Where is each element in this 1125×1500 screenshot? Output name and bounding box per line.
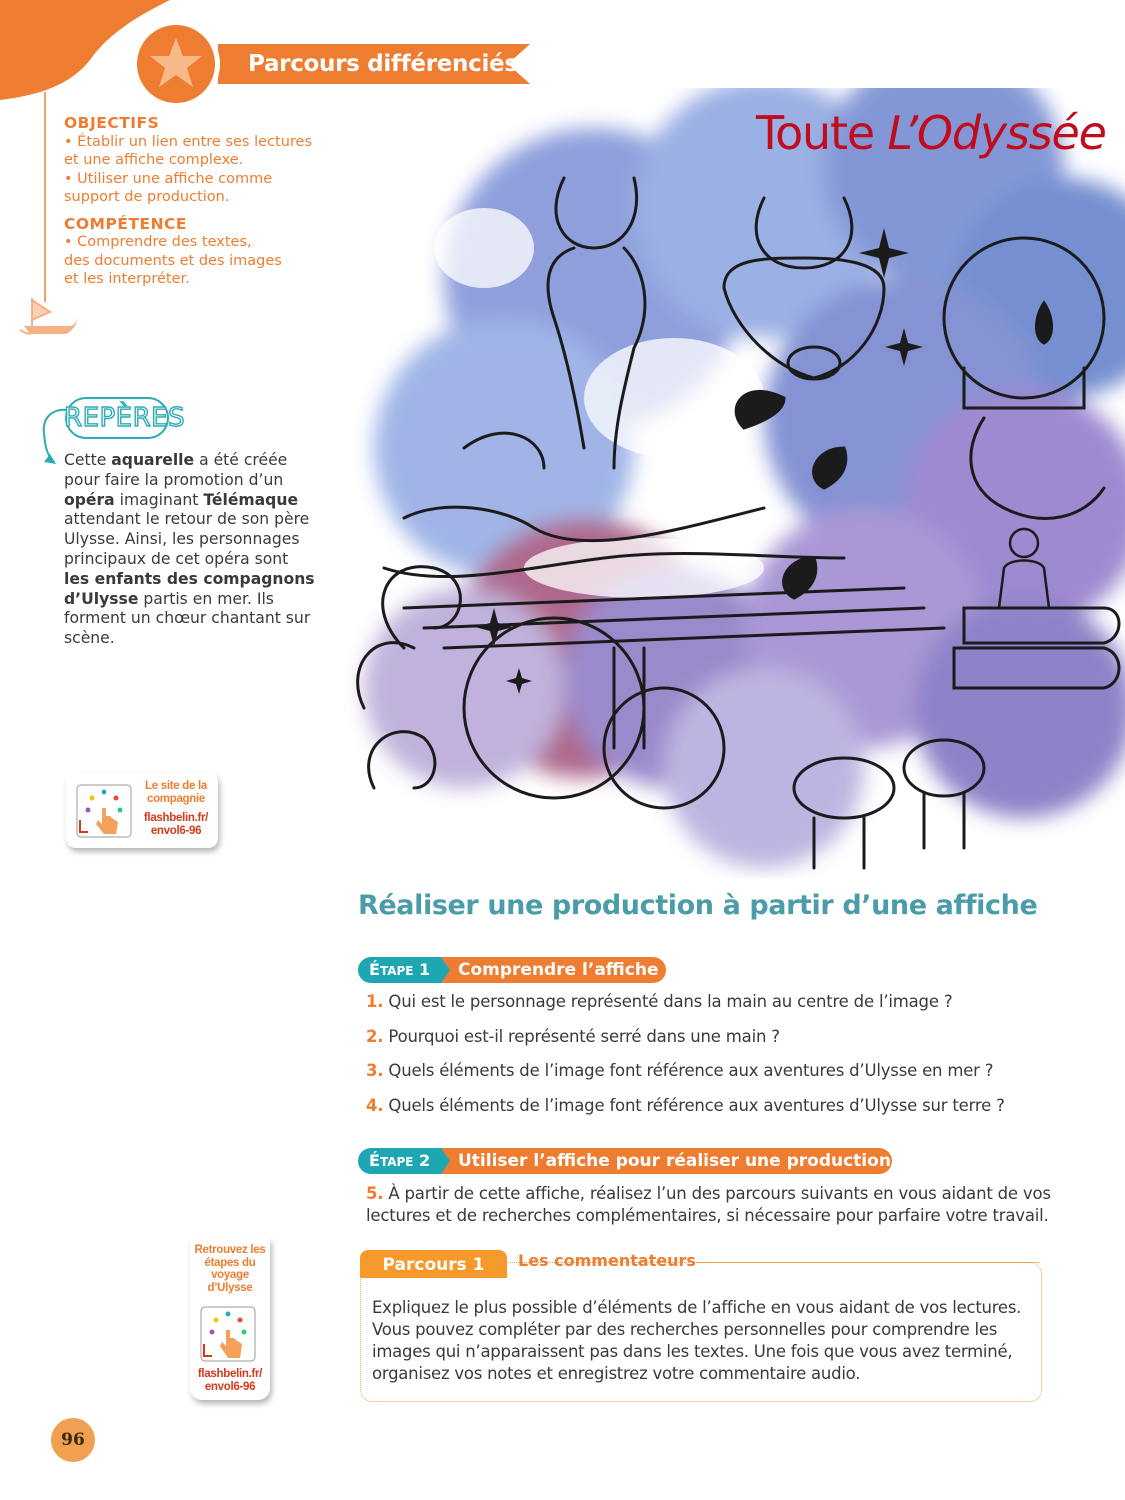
touch-link-icon xyxy=(76,784,132,838)
reperes-heading xyxy=(64,396,186,440)
competence-line: des documents et des images xyxy=(64,252,282,269)
step-2-label: ÉTAPE 2 xyxy=(358,1148,442,1174)
competence-line: et les interpréter. xyxy=(64,271,190,287)
parcours-name: Les commentateurs xyxy=(518,1251,696,1270)
touch-link-icon xyxy=(200,1306,256,1362)
page-number: 96 xyxy=(51,1418,95,1462)
reperes-text: Cette aquarelle a été créée pour faire la promotion d’un opéra imaginant Télémaque attendant le retour de son père Ulysse. Ainsi, les personnages principaux de cet opéra sont les enfants des compagnons d’Ulysse partis en mer. Ils forment un chœur chantant sur scène. xyxy=(64,451,315,648)
question-4: 4. Quels éléments de l’image font référence aux aventures d’Ulysse sur terre ? xyxy=(366,1096,1005,1115)
odyssey-watercolor-artwork xyxy=(344,88,1125,878)
header-ribbon xyxy=(218,44,530,84)
objectif-line: support de production. xyxy=(64,189,230,205)
ship-icon xyxy=(20,290,80,342)
reperes-title: REPÈRES xyxy=(64,403,186,433)
question-3: 3. Quels éléments de l’image font référence aux aventures d’Ulysse en mer ? xyxy=(366,1061,994,1080)
section-title: Réaliser une production à partir d’une affiche xyxy=(358,890,1038,921)
side-rule xyxy=(44,92,46,302)
parcours-divider xyxy=(696,1262,1040,1263)
parcours-text: Expliquez le plus possible d’éléments de l’affiche en vous aidant de vos lectures. Vous pouvez compléter par des recherches personnelles pour comprendre les images qui n’apparaissent pas dans les textes. Une fois que vous avez terminé, organisez vos notes et enregistrez votre commentaire audio. xyxy=(372,1298,1022,1383)
card-link[interactable]: flashbelin.fr/ envol6-96 xyxy=(143,812,209,837)
competence-title: COMPÉTENCE xyxy=(64,214,188,233)
competence-line: • Comprendre des textes, xyxy=(64,234,252,250)
step-1-title: Comprendre l’affiche xyxy=(442,957,666,983)
step-1-label: ÉTAPE 1 xyxy=(358,957,442,983)
card-link[interactable]: flashbelin.fr/ envol6-96 xyxy=(197,1368,263,1393)
company-site-link-card[interactable] xyxy=(66,772,218,848)
objectif-line: • Utiliser une affiche comme xyxy=(64,170,273,187)
header-label: Parcours différenciés xyxy=(248,51,518,77)
question-5: 5. À partir de cette affiche, réalisez l’un des parcours suivants en vous aidant de vos lectures et de recherches complémentaires, si nécessaire pour parfaire votre travail. xyxy=(366,1184,1051,1225)
question-2: 2. Pourquoi est-il représenté serré dans une main ? xyxy=(366,1027,780,1046)
parcours-tab: Parcours 1 xyxy=(360,1250,507,1278)
objectif-line: • Établir un lien entre ses lectures xyxy=(64,133,313,150)
step-2-title: Utiliser l’affiche pour réaliser une production xyxy=(442,1148,892,1174)
objectif-line: et une affiche complexe. xyxy=(64,152,244,168)
voyage-steps-link-card[interactable] xyxy=(190,1238,270,1400)
question-1: 1. Qui est le personnage représenté dans la main au centre de l’image ? xyxy=(366,992,953,1011)
objectifs-title: OBJECTIFS xyxy=(64,114,160,132)
card-caption: Retrouvez les étapes du voyage d’Ulysse xyxy=(194,1244,266,1294)
star-icon xyxy=(130,18,222,110)
card-caption: Le site de la compagnie xyxy=(145,780,207,805)
objectives-block xyxy=(64,114,324,289)
artwork-title: Toute L’Odyssée xyxy=(756,106,1106,160)
